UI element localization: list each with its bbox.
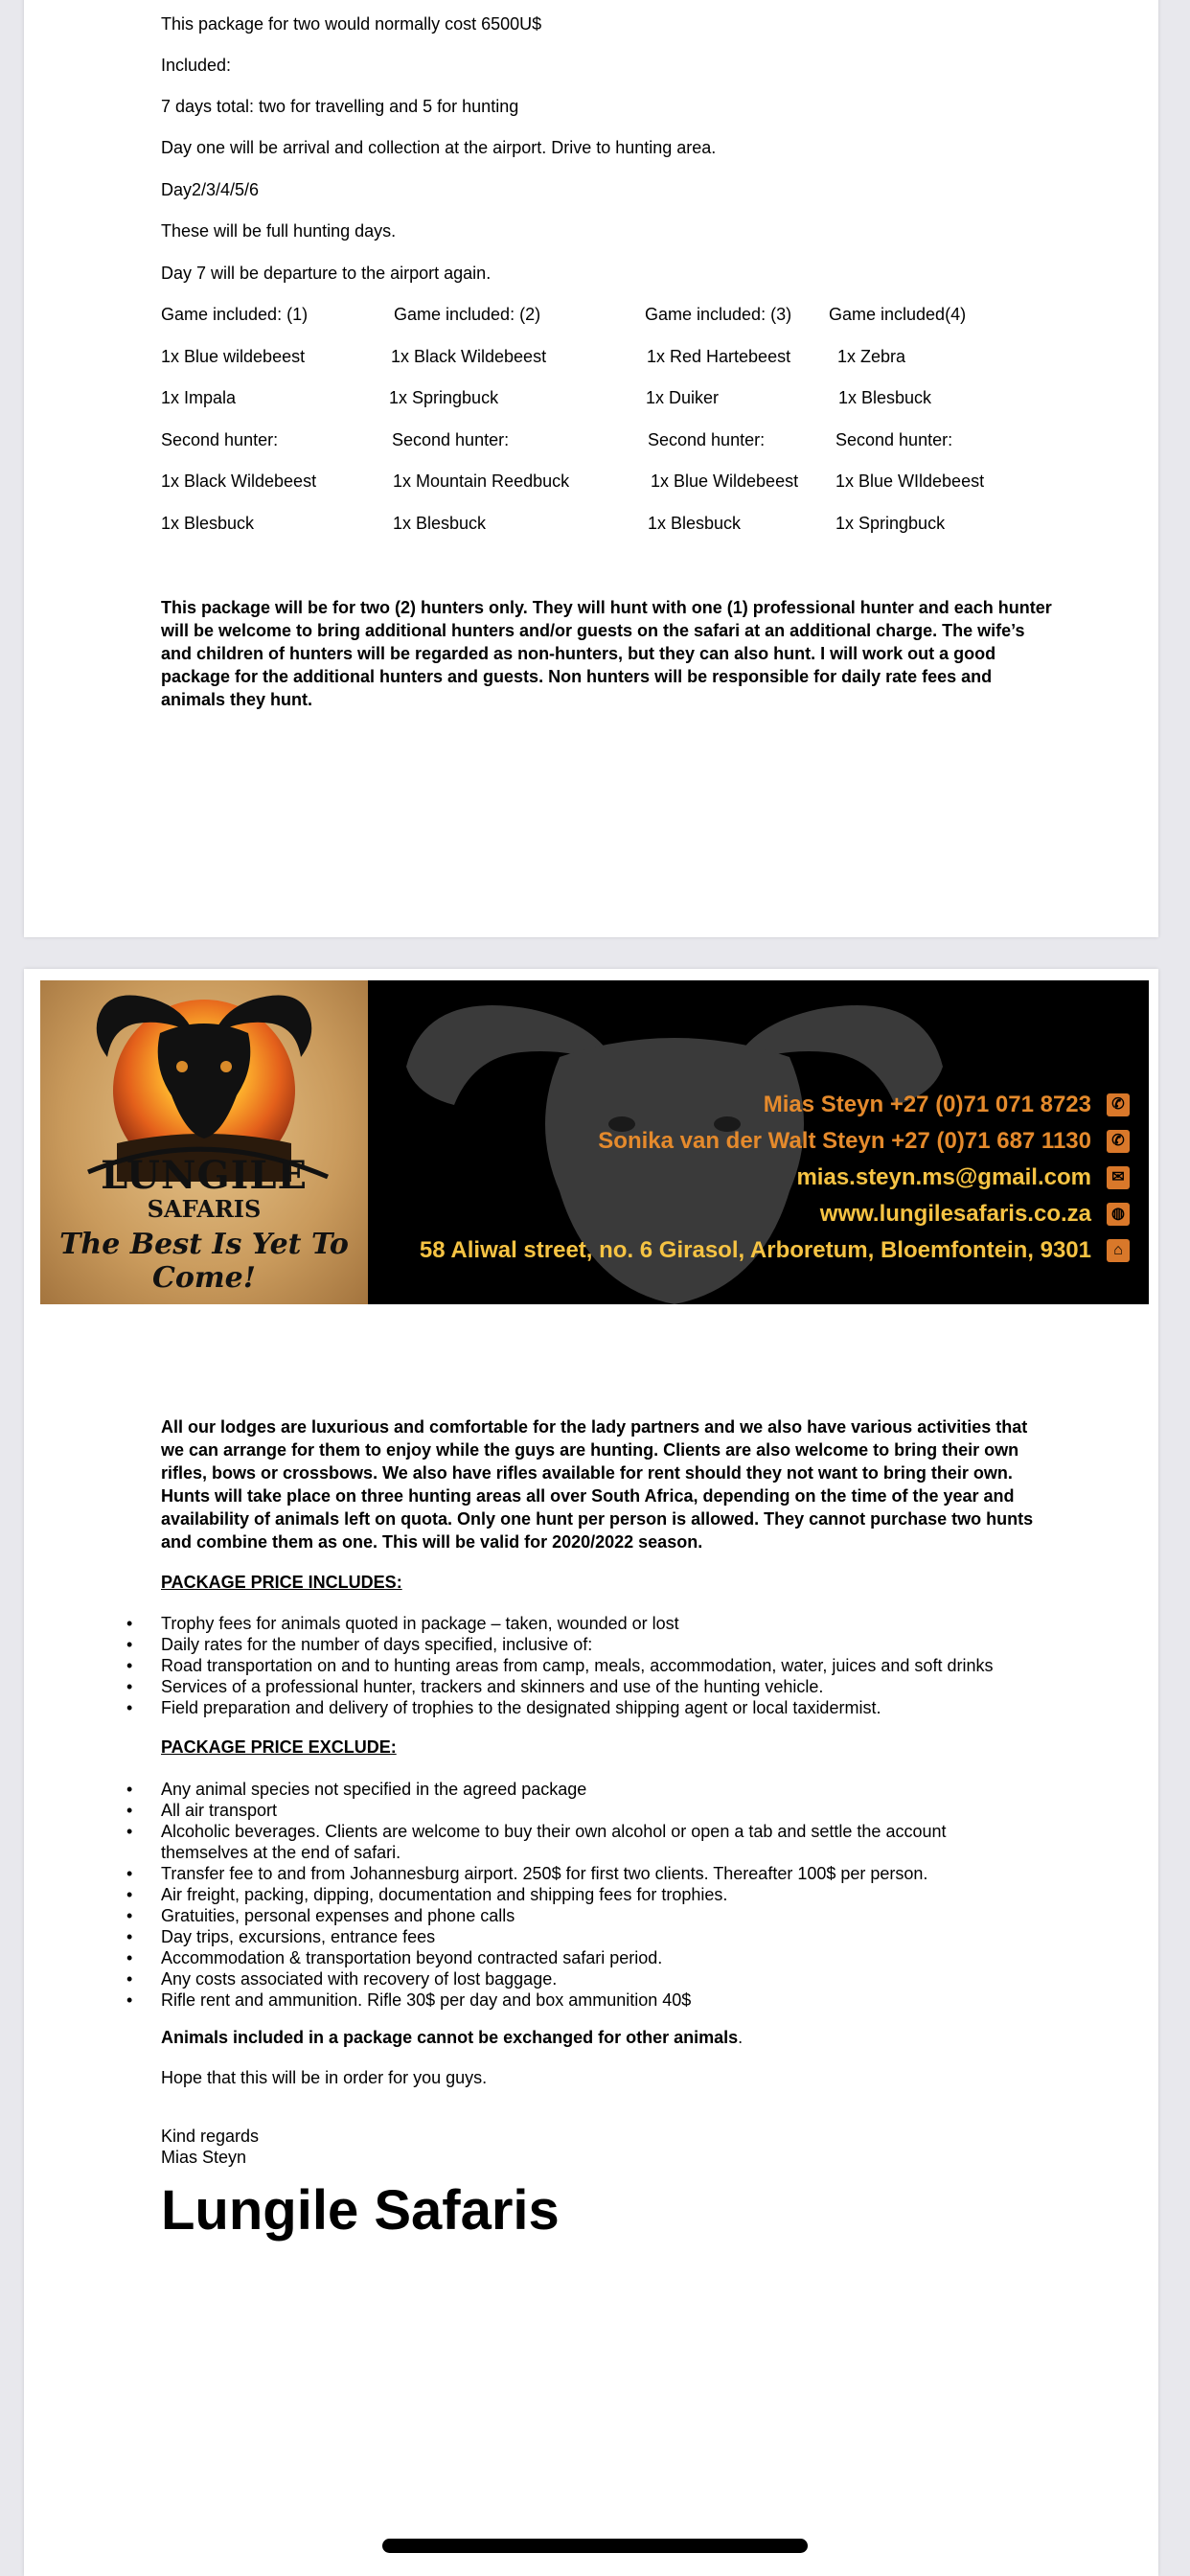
list-item: • Road transportation on and to hunting areas from camp, meals, accommodation, water, juices and soft drinks (161, 1655, 1023, 1676)
game-3-animal-a: 1x Red Hartebeest (647, 347, 791, 366)
phone-icon: ✆ (1107, 1093, 1130, 1116)
home-indicator[interactable] (382, 2539, 808, 2553)
game-3-second-hunter: Second hunter: (648, 430, 766, 449)
game-1-second-animal-a: 1x Black Wildebeest (161, 472, 317, 491)
game-header-1: Game included: (1) (161, 305, 309, 324)
game-2-second-animal-a: 1x Mountain Reedbuck (393, 472, 570, 491)
game-1-second-hunter: Second hunter: (161, 430, 279, 449)
full-hunting-days-line: These will be full hunting days. (161, 221, 397, 241)
globe-icon: ◍ (1107, 1203, 1130, 1226)
excludes-list (161, 1779, 1023, 2011)
company-signature: Lungile Safaris (161, 2179, 560, 2242)
game-header-4: Game included(4) (829, 305, 967, 324)
logo-tagline: The Best Is Yet To Come! (59, 1228, 349, 1295)
letterhead-banner (40, 980, 1149, 1304)
game-4-second-animal-a: 1x Blue WIldebeest (835, 472, 985, 491)
mail-icon: ✉ (1107, 1166, 1130, 1189)
list-item: • Alcoholic beverages. Clients are welcome to buy their own alcohol or open a tab and settle the account themselves at the end of safari. (161, 1821, 1023, 1863)
game-2-second-hunter: Second hunter: (392, 430, 510, 449)
game-3-animal-b: 1x Duiker (646, 388, 720, 407)
company-logo (40, 980, 368, 1304)
hunting-days-line: Day2/3/4/5/6 (161, 180, 260, 199)
list-item: • Any animal species not specified in the agreed package (161, 1779, 1023, 1800)
home-icon: ⌂ (1107, 1239, 1130, 1262)
game-2-animal-b: 1x Springbuck (389, 388, 499, 407)
phone-icon: ✆ (1107, 1130, 1130, 1153)
game-1-second-animal-b: 1x Blesbuck (161, 514, 255, 533)
list-item: • Gratuities, personal expenses and phone calls (161, 1905, 1023, 1926)
days-total-line: 7 days total: two for travelling and 5 for hunting (161, 97, 519, 116)
included-label: Included: (161, 56, 232, 75)
lodges-paragraph: All our lodges are luxurious and comfortable for the lady partners and we also have various activities that we can arrange for them to enjoy while the guys are hunting. Clients are also welcome to bring their own rifles, bows or crossbows. We also have rifles available for rent should they not want to bring their own. Hunts will take place on three hunting areas all over South Africa, depending on the time of the year and availability of animals left on quota. Only one hunt per person is allowed. They cannot purchase two hunts and combine them as one. This will be valid for 2020/2022 season. (161, 1417, 1034, 1552)
list-item: • Services of a professional hunter, trackers and skinners and use of the hunting vehicle. (161, 1676, 1023, 1697)
game-3-second-animal-b: 1x Blesbuck (648, 514, 742, 533)
list-item: • Accommodation & transportation beyond contracted safari period. (161, 1947, 1023, 1968)
contact-sonika-phone[interactable]: Sonika van der Walt Steyn +27 (0)71 687 1130 (598, 1128, 1091, 1154)
list-item: • Daily rates for the number of days specified, inclusive of: (161, 1634, 1023, 1655)
game-4-animal-b: 1x Blesbuck (838, 388, 932, 407)
includes-list (161, 1613, 1023, 1718)
document-page-2 (24, 969, 1158, 2576)
list-item: • Trophy fees for animals quoted in package – taken, wounded or lost (161, 1613, 1023, 1634)
game-1-animal-b: 1x Impala (161, 388, 237, 407)
exchange-note-bold: Animals included in a package cannot be exchanged for other animals (161, 2028, 739, 2047)
document-page-1 (24, 0, 1158, 937)
contact-website[interactable]: www.lungilesafaris.co.za (819, 1201, 1091, 1227)
list-item: • Field preparation and delivery of trophies to the designated shipping agent or local taxidermist. (161, 1697, 1023, 1718)
game-2-animal-a: 1x Black Wildebeest (391, 347, 547, 366)
list-item: • Air freight, packing, dipping, documentation and shipping fees for trophies. (161, 1884, 1023, 1905)
terms-paragraph: This package will be for two (2) hunters only. They will hunt with one (1) professional hunter and each hunter will be welcome to bring additional hunters and/or guests on the safari at an additional charge. The wife’s and children of hunters will be regarded as non-hunters, but they can also hunt. I will work out a good package for the additional hunters and guests. Non hunters will be responsible for daily rate fees and animals they hunt. (161, 598, 1052, 709)
list-item: • All air transport (161, 1800, 1023, 1821)
normal-cost-line: This package for two would normally cost 6500U$ (161, 14, 542, 34)
sender-name: Mias Steyn (161, 2148, 247, 2167)
contact-panel (368, 980, 1149, 1304)
includes-heading: PACKAGE PRICE INCLUDES: (161, 1573, 402, 1592)
day-seven-line: Day 7 will be departure to the airport again. (161, 264, 492, 283)
logo-wordmark: LUNGILE (101, 1153, 308, 1198)
game-header-2: Game included: (2) (394, 305, 541, 324)
list-item: • Any costs associated with recovery of lost baggage. (161, 1968, 1023, 1990)
day-one-line: Day one will be arrival and collection at the airport. Drive to hunting area. (161, 138, 717, 157)
list-item: • Rifle rent and ammunition. Rifle 30$ per day and box ammunition 40$ (161, 1990, 1023, 2011)
exchange-note-period: . (738, 2028, 744, 2047)
excludes-heading: PACKAGE PRICE EXCLUDE: (161, 1737, 397, 1757)
game-2-second-animal-b: 1x Blesbuck (393, 514, 487, 533)
list-item: • Day trips, excursions, entrance fees (161, 1926, 1023, 1947)
game-4-second-hunter: Second hunter: (835, 430, 953, 449)
logo-subtitle: SAFARIS (147, 1195, 262, 1223)
list-item: • Transfer fee to and from Johannesburg airport. 250$ for first two clients. Thereafter 100$ per person. (161, 1863, 1023, 1884)
game-4-animal-a: 1x Zebra (837, 347, 906, 366)
contact-address: 58 Aliwal street, no. 6 Girasol, Arboretum, Bloemfontein, 9301 (419, 1237, 1091, 1263)
contact-email[interactable]: mias.steyn.ms@gmail.com (796, 1164, 1091, 1190)
hope-line: Hope that this will be in order for you guys. (161, 2068, 488, 2087)
contact-mias-phone[interactable]: Mias Steyn +27 (0)71 071 8723 (763, 1092, 1091, 1117)
regards-line: Kind regards (161, 2127, 260, 2146)
game-4-second-animal-b: 1x Springbuck (835, 514, 946, 533)
game-1-animal-a: 1x Blue wildebeest (161, 347, 306, 366)
game-3-second-animal-a: 1x Blue Wildebeest (651, 472, 799, 491)
exchange-note (161, 2027, 743, 2048)
game-header-3: Game included: (3) (645, 305, 792, 324)
